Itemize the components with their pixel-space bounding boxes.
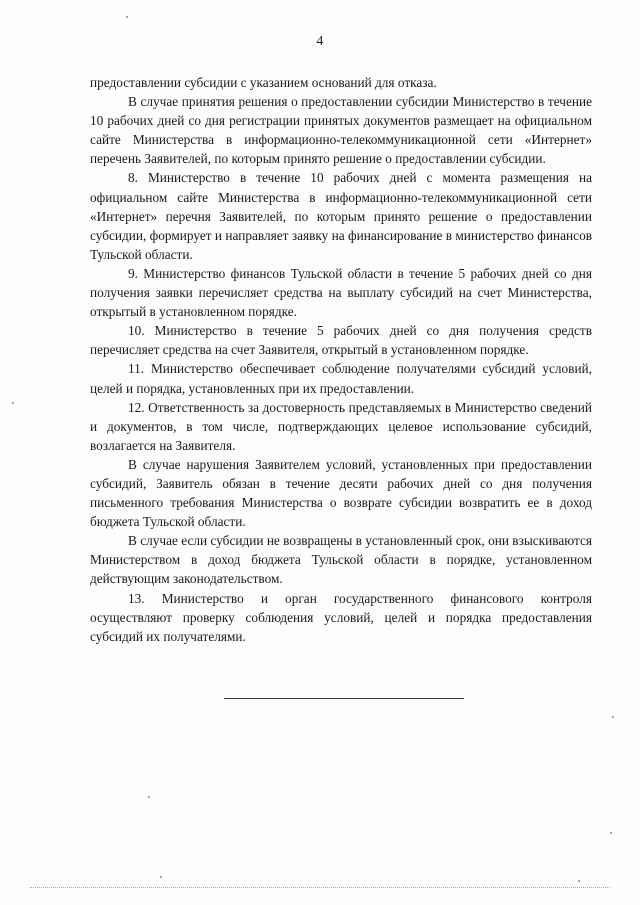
scan-speck xyxy=(612,716,614,718)
page-number: 4 xyxy=(316,34,324,49)
paragraph-item-9: 9. Министерство финансов Тульской области в течение 5 рабочих дней со дня получения заявки перечисляет средства на выплату субсидий на счет Министерства, открытый в установленном порядке. xyxy=(90,265,592,320)
paragraph-item-11: 11. Министерство обеспечивает соблюдение получателями субсидий условий, целей и порядка, установленных при их предоставлении. xyxy=(90,361,592,396)
paragraph-violation-refund: В случае нарушения Заявителем условий, установленных при предоставлении субсидий, Заявитель обязан в течение десяти рабочих дней со дня получения письменного требования Министерства о возврате субсидии возвратить ее в доход бюджета Тульской области. xyxy=(90,456,592,530)
paragraph-continuation: предоставлении субсидии с указанием оснований для отказа. xyxy=(90,75,437,90)
paragraph-item-13: 13. Министерство и орган государственного финансового контроля осуществляют проверку соблюдения условий, целей и порядка предоставления субсидий их получателями. xyxy=(90,590,592,644)
scan-speck xyxy=(126,16,128,18)
scan-speck xyxy=(610,832,612,834)
paragraph-recovery: В случае если субсидии не возвращены в установленный срок, они взыскиваются Министерством в доход бюджета Тульской области в порядке, установленном действующим законодательством. xyxy=(90,533,592,587)
scan-edge-noise xyxy=(30,887,610,888)
document-body xyxy=(90,73,592,646)
scan-speck xyxy=(148,796,150,798)
paragraph-item-10: 10. Министерство в течение 5 рабочих дней со дня получения средств перечисляет средства на счет Заявителя, открытый в установленном порядке. xyxy=(90,323,592,358)
end-of-document-rule xyxy=(224,698,464,699)
scan-speck xyxy=(160,876,162,878)
scan-speck xyxy=(578,880,580,882)
paragraph-publication-of-list: В случае принятия решения о предоставлении субсидии Министерство в течение 10 рабочих дней со дня регистрации принятых документов размещает на официальном сайте Министерства в информационно-телекоммуникационной сети «Интернет» перечень Заявителей, по которым принято решение о предоставлении субсидии. xyxy=(90,94,592,167)
scan-speck xyxy=(12,402,14,404)
paragraph-item-8: 8. Министерство в течение 10 рабочих дней с момента размещения на официальном сайте Министерства в информационно-телекоммуникационной сети «Интернет» перечня Заявителей, по которым принято решение о предоставлении субсидии, формирует и направляет заявку на финансирование в министерство финансов Тульской области. xyxy=(90,170,592,262)
paragraph-item-12: 12. Ответственность за достоверность представляемых в Министерство сведений и документов, в том числе, подтверждающих целевое использование субсидий, возлагается на Заявителя. xyxy=(90,399,592,453)
